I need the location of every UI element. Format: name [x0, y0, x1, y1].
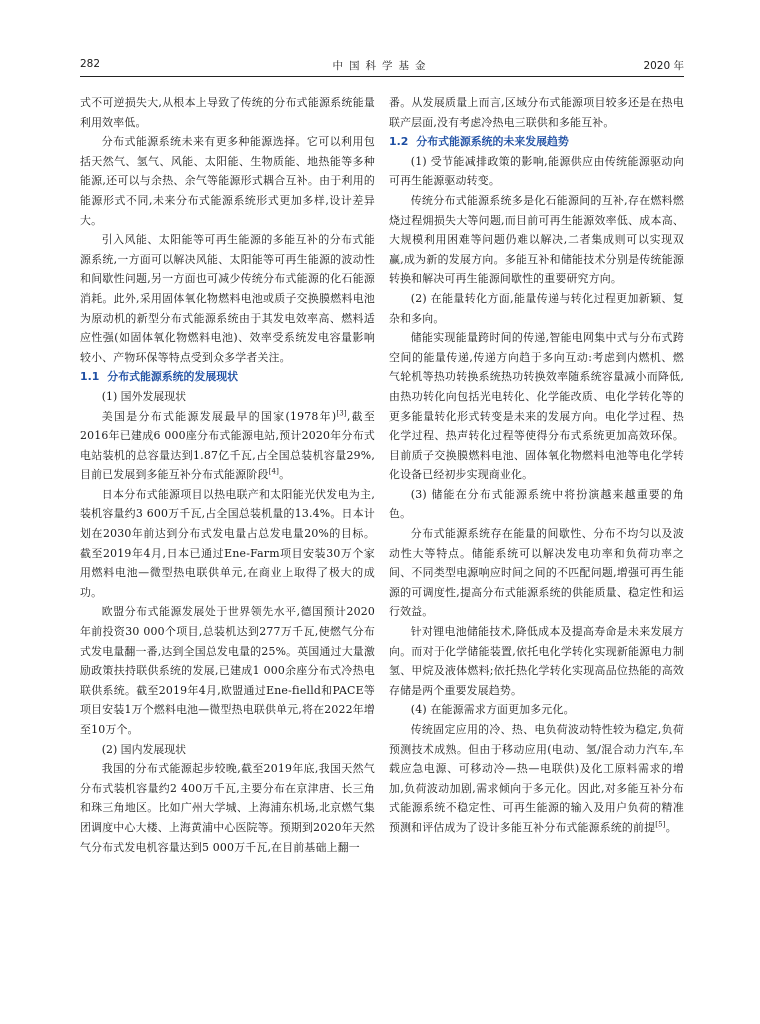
- page-number: 282: [80, 58, 101, 70]
- paragraph: 分布式能源系统存在能量的间歇性、分布不均匀以及波动性大等特点。储能系统可以解决发电功率和负荷功率之间、不同类型电源响应时间之间的不匹配问题,增强可再生能源的可调度性,提高分布式能源系统的供能质量、稳定性和运行效益。: [389, 527, 684, 619]
- paragraph: (3) 储能在分布式能源系统中将扮演越来越重要的角色。: [389, 487, 684, 521]
- section-number: 1.1: [80, 370, 100, 384]
- paragraph: 我国的分布式能源起步较晚,截至2019年底,我国天然气分布式装机容量约2 400万千瓦,主要分布在京津唐、长三角和珠三角地区。比如广州大学城、上海浦东机场,北京燃气集团调度中心大楼、上海黄浦中心医院等。预期到2020年天然气分布式发电机容量达到5 000万千瓦,在目前基础上翻一: [80, 762, 375, 854]
- left-column: [80, 93, 375, 857]
- citation[interactable]: [3]: [336, 408, 347, 417]
- paragraph: 引入风能、太阳能等可再生能源的多能互补的分布式能源系统,一方面可以解决风能、太阳能等可再生能源的波动性和间歇性问题,另一方面也可减少传统分布式能源的化石能源消耗。此外,采用固体氧化物燃料电池或质子交换膜燃料电池为原动机的新型分布式能源系统由于其发电效率高、燃料适应性强(如固体氧化物燃料电池)、效率受系统发电容量影响较小、产物环保等特点受到众多学者关注。: [80, 233, 375, 364]
- paragraph: (4) 在能源需求方面更加多元化。: [410, 703, 575, 717]
- citation[interactable]: [5]: [655, 820, 666, 829]
- paragraph: [80, 407, 375, 485]
- paragraph: 番。从发展质量上而言,区域分布式能源项目较多还是在热电联产层面,没有考虑冷热电三联供和多能互补。: [389, 96, 684, 129]
- right-column: [389, 93, 684, 838]
- paragraph-text: 。: [665, 820, 677, 834]
- paragraph: [389, 720, 684, 838]
- paragraph: 式不可逆损失大,从根本上导致了传统的分布式能源系统能量利用效率低。: [80, 96, 375, 129]
- running-header: [80, 56, 684, 77]
- paragraph: 欧盟分布式能源发展处于世界领先水平,德国预计2020年前投资30 000个项目,总装机达到277万千瓦,使燃气分布式发电量翻一番,达到全国总发电量的25%。英国通过大量激励政策扶持联供系统的发展,已建成1 000余座分布式冷热电联供系统。截至2019年4月,欧盟通过Ene-fielld和PACE等项目安装1万个燃料电池—微型热电联供单元,将在2022年增至10万个。: [80, 605, 375, 736]
- subsection-heading: (2) 国内发展现状: [101, 742, 187, 756]
- paragraph-text: 。: [279, 468, 291, 482]
- paragraph-text: 美国是分布式能源发展最早的国家(1978年): [101, 409, 337, 423]
- section-number: 1.2: [389, 135, 409, 149]
- paragraph: 日本分布式能源项目以热电联产和太阳能光伏发电为主,装机容量约3 600万千瓦,占全国总装机量的13.4%。日本计划在2030年前达到分布式发电量占总发电量20%的目标。截至2019年4月,日本已通过Ene-Farm项目安装30万个家用燃料电池—微型热电联供单元,在商业上取得了极大的成功。: [80, 487, 375, 599]
- paragraph: 传统分布式能源系统多是化石能源间的互补,存在燃料燃烧过程㶲损失大等问题,而目前可再生能源效率低、成本高、大规模利用困难等问题仍难以解决,二者集成则可以实现双赢,成为新的发展方向。多能互补和储能技术分别是传统能源转换和解决可再生能源间歇性的重要研究方向。: [389, 193, 684, 286]
- section-title: 分布式能源系统的未来发展趋势: [416, 135, 569, 149]
- journal-title: 中国科学基金: [332, 60, 432, 72]
- paragraph: (1) 受节能减排政策的影响,能源供应由传统能源驱动向可再生能源驱动转变。: [389, 154, 684, 188]
- paragraph: 分布式能源系统未来有更多种能源选择。它可以利用包括天然气、氢气、风能、太阳能、生物质能、地热能等多种能源,还可以与余热、余气等能源形式耦合互补。由于利用的能源形式不同,未来分布式能源系统形式更加多样,设计差异大。: [80, 135, 375, 227]
- publication-year: 2020 年: [643, 60, 684, 72]
- paragraph-text: 传统固定应用的冷、热、电负荷波动特性较为稳定,负荷预测技术成熟。但由于移动应用(电动、氢/混合动力汽车,车载应急电源、可移动冷—热—电联供)及化工原料需求的增加,负荷波动加剧,需求倾向于多元化。因此,对多能互补分布式能源系统不稳定性、可再生能源的输入及用户负荷的精准预测和评估成为了设计多能互补分布式能源系统的前提: [389, 723, 684, 834]
- citation[interactable]: [4]: [268, 467, 280, 476]
- subsection-heading: (1) 国外发展现状: [101, 389, 187, 403]
- section-heading: [389, 132, 684, 152]
- paragraph: 储能实现能量跨时间的传递,智能电网集中式与分布式跨空间的能量传递,传递方向趋于多向互动:考虑到内燃机、燃气轮机等热功转换系统热功转换效率随系统容量减小而降低,由热功转化向包括光电转化、化学能改质、电化学转化等的更多能量转化形式转变是未来的发展方向。电化学过程、热化学过程、热声转化过程等使得分布式系统更加高效环保。目前质子交换膜燃料电池、固体氧化物燃料电池等电化学转化设备已经初步实现商业化。: [389, 331, 684, 482]
- paragraph: 针对锂电池储能技术,降低成本及提高寿命是未来发展方向。而对于化学储能装置,依托电化学转化实现新能源电力制氢、甲烷及液体燃料;依托热化学转化实现高品位热能的高效存储是两个重要发展趋势。: [389, 625, 684, 697]
- section-title: 分布式能源系统的发展现状: [107, 370, 238, 384]
- paragraph-text: ,截至2016年已建成6 000座分布式能源电站,预计2020年分布式电站装机的总容量达到1.87亿千瓦,占全国总装机容量29%,目前已发展到多能互补分布式能源阶段: [80, 409, 375, 482]
- section-heading: [80, 367, 375, 387]
- paragraph: (2) 在能量转化方面,能量传递与转化过程更加新颖、复杂和多向。: [389, 291, 684, 325]
